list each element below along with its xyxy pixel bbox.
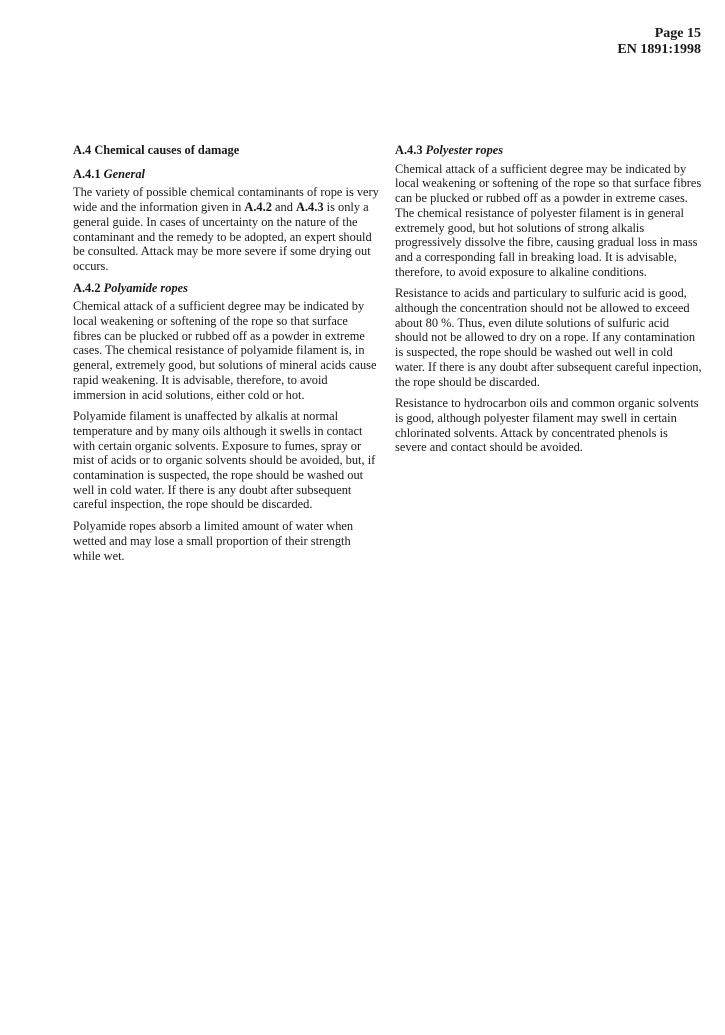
page-header: [617, 26, 701, 58]
paragraph-a41-general: [73, 185, 379, 273]
subheading-a42: [73, 281, 379, 296]
subheading-a41: [73, 167, 379, 182]
paragraph-a42-1: Chemical attack of a sufficient degree may be indicated by local weakening or softening of the rope so that surface fibres can be plucked or rubbed off as a powder in extreme cases. The chemical resistance of polyamide filament is, in general, extremely good, but solutions of mineral acids cause rapid weakening. It is advisable, therefore, to avoid immersion in acid solutions, either cold or hot.: [73, 299, 377, 402]
text-run: The variety of possible chemical contaminants of rope is very wide and the information given in: [73, 185, 379, 215]
paragraph-a42-3: Polyamide ropes absorb a limited amount of water when wetted and may lose a small proportion of their strength while wet.: [73, 519, 354, 563]
subheading-a41-title: General: [103, 166, 145, 181]
standard-id: EN 1891:1998: [617, 42, 701, 57]
page-number: Page 15: [654, 26, 701, 41]
subheading-a41-number: A.4.1: [73, 166, 101, 181]
reference-a43: A.4.3: [296, 200, 324, 215]
left-column: [73, 143, 379, 570]
right-column: [395, 143, 702, 462]
subheading-a42-number: A.4.2: [73, 280, 101, 295]
subheading-a43-title: Polyester ropes: [425, 143, 504, 157]
text-run: is only a general guide. In cases of uncertainty on the nature of the contaminant and the remedy to be adopted, an expert should be consulted. Attack may be more severe if some drying out occurs.: [73, 200, 372, 273]
subheading-a42-title: Polyamide ropes: [103, 280, 188, 295]
text-run: and: [271, 200, 297, 215]
paragraph-a43-1: Chemical attack of a sufficient degree may be indicated by local weakening or softening of the rope so that surface fibres can be plucked or rubbed off as a powder in extreme cases. The chemical resistance of polyester filament is in general extremely good, but hot solutions of strong alkalis progressively dissolve the fibre, causing gradual loss in mass and a corresponding fall in breaking load. It is advisable, therefore, to avoid exposure to alkaline conditions.: [395, 161, 702, 279]
reference-a42: A.4.2: [244, 200, 272, 215]
paragraph-a42-2: Polyamide filament is unaffected by alkalis at normal temperature and by many oils although it swells in contact with certain organic solvents. Exposure to fumes, spray or mist of acids or to organic solvents should be avoided, but, if contamination is suspected, the rope should be washed out well in cold water. If there is any doubt after subsequent careful inspection, the rope should be discarded.: [73, 409, 376, 512]
section-heading-a4: A.4 Chemical causes of damage: [73, 143, 240, 157]
subheading-a43-number: A.4.3: [395, 143, 423, 157]
paragraph-a43-2: Resistance to acids and particulary to sulfuric acid is good, although the concentration should not be allowed to exceed about 80 %. Thus, even dilute solutions of sulfuric acid should not be allowed to dry on a rope. If any contamination is suspected, the rope should be washed out well in cold water. If there is any doubt after subsequent careful inpection, the rope should be discarded.: [395, 286, 702, 389]
paragraph-a43-3: Resistance to hydrocarbon oils and common organic solvents is good, although polyester filament may swell in certain chlorinated solvents. Attack by concentrated phenols is severe and contact should be avoided.: [395, 396, 699, 455]
subheading-a43: [395, 143, 702, 158]
